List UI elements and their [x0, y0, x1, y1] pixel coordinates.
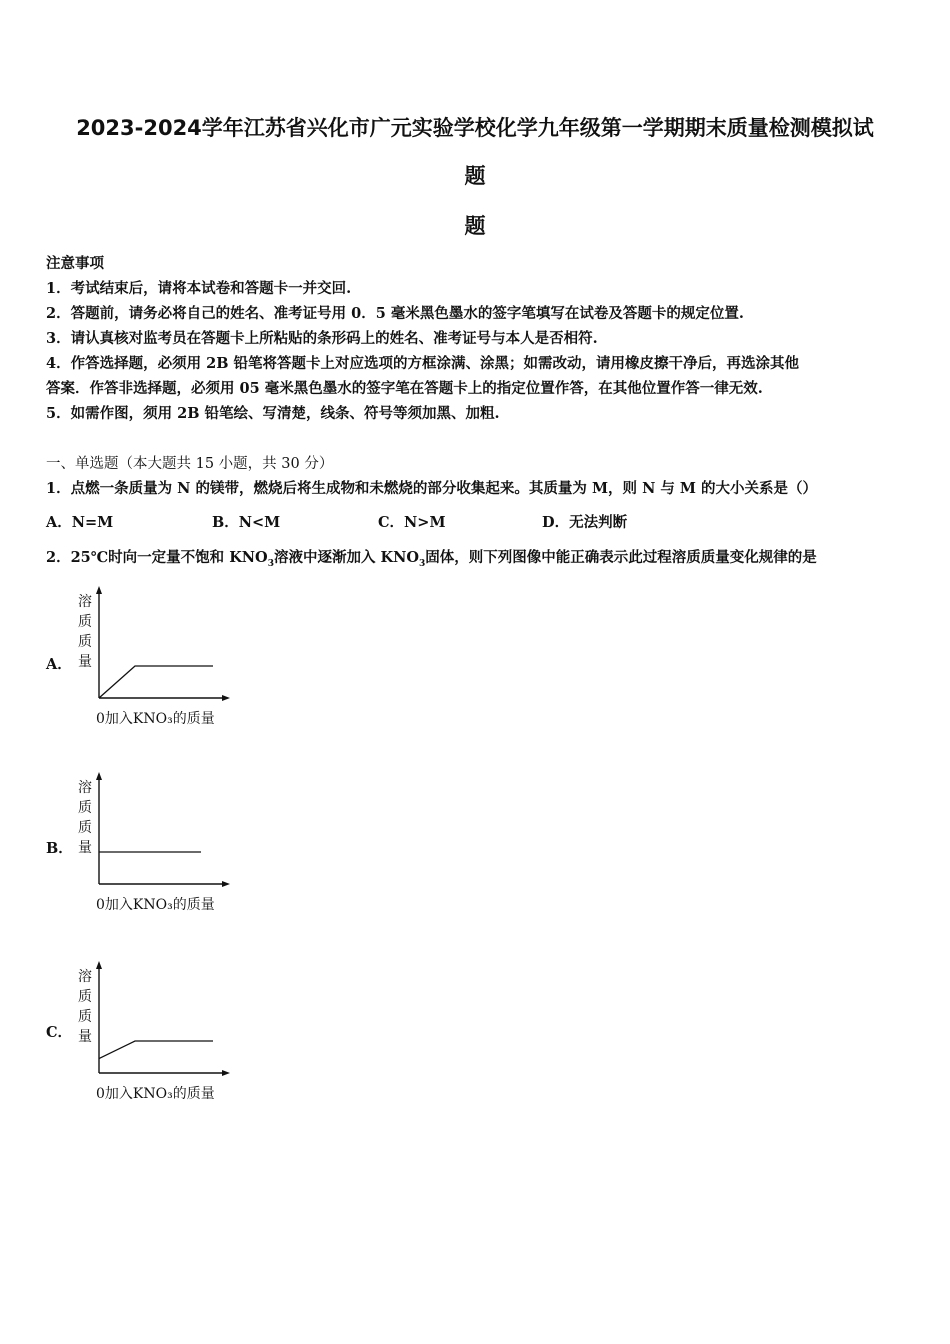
notice-heading: 注意事项	[46, 255, 104, 272]
y-axis-label-char: 质	[78, 1009, 92, 1025]
solute-mass-curve	[99, 1041, 213, 1059]
question-2-text-after: 固体，则下列图像中能正确表示此过程溶质质量变化规律的是	[425, 549, 817, 566]
notice-item-5: 5．如需作图，须用 2B 铅笔绘、写清楚，线条、符号等须加黑、加粗.	[46, 405, 500, 422]
y-axis-label-char: 质	[78, 820, 92, 836]
notice-item-1: 1．考试结束后，请将本试卷和答题卡一并交回.	[46, 280, 352, 297]
y-axis-label-char: 量	[78, 840, 92, 856]
question-1-option-c: C．N>M	[378, 514, 446, 531]
y-axis-arrow	[96, 586, 102, 594]
x-axis-arrow	[222, 881, 230, 887]
y-axis-label-char: 溶	[78, 594, 92, 610]
y-axis-label-char: 质	[78, 800, 92, 816]
question-2-text	[46, 546, 817, 569]
question-2-text-before: 2．25℃时向一定量不饱和 KNO	[46, 549, 268, 566]
section-heading: 一、单选题（本大题共 15 小题，共 30 分）	[46, 456, 334, 472]
x-axis-arrow	[222, 1070, 230, 1076]
y-axis-label-char: 量	[78, 1029, 92, 1045]
graph-a	[70, 580, 250, 730]
notice-item-2: 2．答题前，请务必将自己的姓名、准考证号用 0．5 毫米黑色墨水的签字笔填写在试卷及答题卡的规定位置.	[46, 305, 744, 322]
graph-c	[70, 955, 250, 1105]
question-1-text: 1．点燃一条质量为 N 的镁带，燃烧后将生成物和未燃烧的部分收集起来。其质量为 M，则 N 与 M 的大小关系是（）	[46, 480, 818, 497]
y-axis-label-char: 量	[78, 654, 92, 670]
notice-item-4-cont: 答案．作答非选择题，必须用 05 毫米黑色墨水的签字笔在答题卡上的指定位置作答，在其他位置作答一律无效.	[46, 380, 763, 397]
y-axis-label-char: 质	[78, 634, 92, 650]
exam-title-line-2: 题	[464, 164, 486, 188]
y-axis-arrow	[96, 961, 102, 969]
x-axis-label: 0加入KNO₃的质量	[96, 1086, 215, 1102]
y-axis-arrow	[96, 772, 102, 780]
question-1-option-b: B．N<M	[212, 514, 281, 531]
x-axis-label: 0加入KNO₃的质量	[96, 897, 215, 913]
question-2-text-mid: 溶液中逐渐加入 KNO	[273, 549, 419, 566]
x-axis-arrow	[222, 695, 230, 701]
question-1-option-d: D．无法判断	[542, 514, 628, 531]
exam-title-line-3: 题	[464, 214, 486, 238]
solute-mass-curve	[99, 666, 213, 698]
question-2-subscript-1: 3	[267, 558, 274, 569]
y-axis-label-char: 溶	[78, 969, 92, 985]
question-2-subscript-2: 3	[419, 558, 426, 569]
graph-a-label: A．	[46, 656, 72, 673]
graph-b-label: B．	[46, 840, 73, 857]
y-axis-label-char: 溶	[78, 780, 92, 796]
question-1-option-a: A．N=M	[46, 514, 114, 531]
graph-b	[70, 766, 250, 916]
notice-item-3: 3．请认真核对监考员在答题卡上所粘贴的条形码上的姓名、准考证号与本人是否相符.	[46, 330, 598, 347]
y-axis-label-char: 质	[78, 614, 92, 630]
notice-item-4: 4．作答选择题，必须用 2B 铅笔将答题卡上对应选项的方框涂满、涂黑；如需改动，请用橡皮擦干净后，再选涂其他	[46, 355, 800, 372]
y-axis-label-char: 质	[78, 989, 92, 1005]
x-axis-label: 0加入KNO₃的质量	[96, 711, 215, 727]
graph-c-label: C．	[46, 1024, 73, 1041]
exam-title-line-1: 2023-2024学年江苏省兴化市广元实验学校化学九年级第一学期期末质量检测模拟试	[76, 116, 874, 140]
